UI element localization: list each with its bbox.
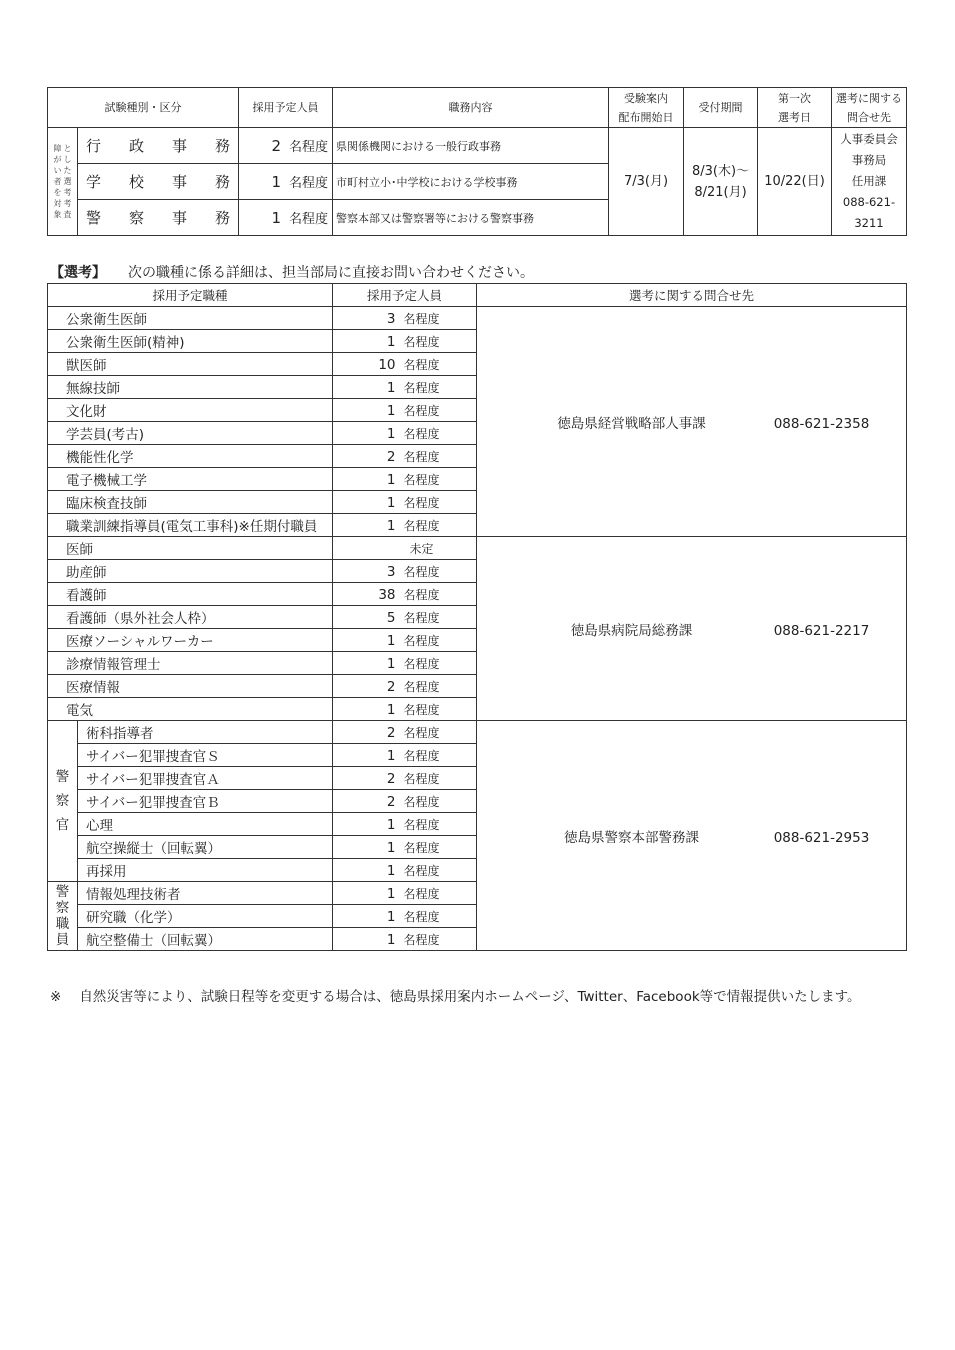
count bbox=[333, 445, 477, 468]
count bbox=[333, 422, 477, 445]
count bbox=[333, 882, 477, 905]
exam-schedule-table bbox=[47, 87, 907, 236]
job-name: 術科指導者 bbox=[78, 721, 333, 744]
job-name: 心理 bbox=[78, 813, 333, 836]
count-unit: 名程度 bbox=[403, 334, 440, 349]
count-num: 10 bbox=[378, 356, 396, 373]
count-num: 2 bbox=[271, 137, 281, 155]
count-num: 1 bbox=[386, 747, 396, 764]
selection-intro: 次の職種に係る詳細は、担当部局に直接お問い合わせください。 bbox=[128, 265, 534, 281]
count-unit: 名程度 bbox=[403, 610, 440, 625]
contact-dept: 徳島県経営戦略部人事課 bbox=[557, 415, 706, 432]
job-name: 航空整備士（回転翼） bbox=[78, 928, 333, 951]
side-label-left: 障がい者を対象 bbox=[53, 144, 62, 219]
header-row bbox=[48, 88, 907, 128]
side-label-right: とした選考考査 bbox=[63, 144, 72, 219]
char: 政 bbox=[128, 137, 144, 155]
header-job: 採用予定職種 bbox=[48, 284, 333, 307]
count-unit: 名程度 bbox=[403, 702, 440, 717]
count bbox=[333, 721, 477, 744]
contact-line: 088-621- bbox=[842, 195, 896, 209]
count-unit: 名程度 bbox=[403, 794, 440, 809]
char: 行 bbox=[86, 137, 102, 155]
job-name: 看護師 bbox=[48, 583, 333, 606]
contact-tel: 088-621-2953 bbox=[773, 829, 870, 846]
count bbox=[333, 629, 477, 652]
dist-date: 7/3(月) bbox=[609, 128, 684, 236]
count-num: 2 bbox=[386, 770, 396, 787]
job-name: サイバー犯罪捜査官Ｓ bbox=[78, 744, 333, 767]
table-row bbox=[48, 307, 907, 330]
count-num: 1 bbox=[386, 839, 396, 856]
job-name: 電気 bbox=[48, 698, 333, 721]
count-num: 1 bbox=[386, 333, 396, 350]
count-unit: 名程度 bbox=[288, 176, 328, 191]
count bbox=[333, 744, 477, 767]
job-name: 電子機械工学 bbox=[48, 468, 333, 491]
count-num: 2 bbox=[386, 678, 396, 695]
note-mark: ※ bbox=[50, 989, 62, 1005]
selection-table bbox=[47, 283, 907, 951]
selection-heading bbox=[50, 262, 534, 282]
job-name bbox=[78, 164, 239, 200]
count-unit: 名程度 bbox=[403, 656, 440, 671]
count bbox=[333, 606, 477, 629]
job-name: 助産師 bbox=[48, 560, 333, 583]
selection-title: 【選考】 bbox=[50, 265, 106, 281]
count-num: 5 bbox=[386, 609, 396, 626]
header-contact bbox=[832, 88, 907, 128]
char: 事 bbox=[171, 137, 187, 155]
job-name bbox=[78, 200, 239, 236]
contact-line: 任用課 bbox=[851, 174, 887, 188]
count-unit: 名程度 bbox=[403, 495, 440, 510]
header-type: 試験種別・区分 bbox=[48, 88, 239, 128]
count-unit: 名程度 bbox=[403, 357, 440, 372]
count bbox=[333, 491, 477, 514]
count-unit: 名程度 bbox=[403, 403, 440, 418]
count-unit: 名程度 bbox=[403, 679, 440, 694]
count-unit: 名程度 bbox=[403, 426, 440, 441]
header-first bbox=[758, 88, 832, 128]
count-unit: 未定 bbox=[409, 541, 434, 556]
count-num: 1 bbox=[386, 402, 396, 419]
job-name: 臨床検査技師 bbox=[48, 491, 333, 514]
job-name: 公衆衛生医師 bbox=[48, 307, 333, 330]
subgroup-label bbox=[48, 882, 78, 951]
count-num: 38 bbox=[378, 586, 396, 603]
count bbox=[333, 698, 477, 721]
job-name: 航空操縦士（回転翼） bbox=[78, 836, 333, 859]
job-name: 研究職（化学） bbox=[78, 905, 333, 928]
count-num: 3 bbox=[386, 563, 396, 580]
count bbox=[333, 353, 477, 376]
count-num: 1 bbox=[386, 701, 396, 718]
count bbox=[333, 675, 477, 698]
footnote bbox=[50, 988, 870, 1007]
header-dist bbox=[609, 88, 684, 128]
job-name: 職業訓練指導員(電気工事科)※任期付職員 bbox=[48, 514, 333, 537]
count bbox=[333, 767, 477, 790]
count-unit: 名程度 bbox=[403, 633, 440, 648]
contact-line: 人事委員会 bbox=[840, 132, 898, 146]
header-count: 採用予定人員 bbox=[239, 88, 333, 128]
count-num: 1 bbox=[386, 862, 396, 879]
job-content: 警察本部又は警察署等における警察事務 bbox=[333, 200, 609, 236]
count-num: 1 bbox=[386, 655, 396, 672]
header-contact-2: 問合せ先 bbox=[847, 110, 891, 124]
contact-dept: 徳島県病院局総務課 bbox=[570, 622, 693, 639]
count-unit: 名程度 bbox=[403, 725, 440, 740]
count bbox=[333, 514, 477, 537]
job-name: 再採用 bbox=[78, 859, 333, 882]
job-name: 医師 bbox=[48, 537, 333, 560]
count-num: 2 bbox=[386, 724, 396, 741]
count-unit: 名程度 bbox=[403, 380, 440, 395]
contact-tel: 088-621-2217 bbox=[773, 622, 870, 639]
subgroup-label-text: 警察職員 bbox=[55, 884, 70, 948]
contact-line: 事務局 bbox=[851, 153, 887, 167]
count bbox=[333, 399, 477, 422]
job-name: 情報処理技術者 bbox=[78, 882, 333, 905]
char: 事 bbox=[171, 173, 187, 191]
header-content: 職務内容 bbox=[333, 88, 609, 128]
header-period: 受付期間 bbox=[684, 88, 758, 128]
char: 事 bbox=[171, 209, 187, 227]
count-num: 2 bbox=[386, 448, 396, 465]
char: 務 bbox=[214, 173, 230, 191]
count bbox=[333, 307, 477, 330]
char: 務 bbox=[214, 137, 230, 155]
count bbox=[333, 560, 477, 583]
count-unit: 名程度 bbox=[403, 909, 440, 924]
count bbox=[333, 376, 477, 399]
count bbox=[333, 537, 477, 560]
table-row bbox=[48, 721, 907, 744]
job-name: 無線技師 bbox=[48, 376, 333, 399]
count-num: 1 bbox=[386, 632, 396, 649]
count-num: 3 bbox=[386, 310, 396, 327]
first-date: 10/22(日) bbox=[758, 128, 832, 236]
table-row bbox=[48, 537, 907, 560]
count-unit: 名程度 bbox=[403, 932, 440, 947]
job-content: 県関係機関における一般行政事務 bbox=[333, 128, 609, 164]
count-num: 1 bbox=[386, 471, 396, 488]
count-num: 1 bbox=[271, 173, 281, 191]
job-name: 機能性化学 bbox=[48, 445, 333, 468]
contact-cell bbox=[477, 537, 907, 721]
job-name: 公衆衛生医師(精神) bbox=[48, 330, 333, 353]
count-num: 1 bbox=[386, 908, 396, 925]
contact bbox=[832, 128, 907, 236]
job-name: サイバー犯罪捜査官Ｂ bbox=[78, 790, 333, 813]
contact-line: 3211 bbox=[854, 216, 884, 230]
count bbox=[333, 468, 477, 491]
count-num: 1 bbox=[386, 494, 396, 511]
count-unit: 名程度 bbox=[288, 140, 328, 155]
count bbox=[333, 790, 477, 813]
header-first-1: 第一次 bbox=[778, 91, 811, 105]
count-num: 1 bbox=[386, 379, 396, 396]
contact-cell bbox=[477, 721, 907, 951]
count bbox=[239, 164, 333, 200]
job-name bbox=[78, 128, 239, 164]
note-text: 自然災害等により、試験日程等を変更する場合は、徳島県採用案内ホームページ、Twitter、Facebook等で情報提供いたします。 bbox=[79, 989, 861, 1005]
count-unit: 名程度 bbox=[403, 449, 440, 464]
count bbox=[333, 836, 477, 859]
count bbox=[333, 652, 477, 675]
header-contact-1: 選考に関する bbox=[836, 91, 902, 105]
count-num: 1 bbox=[386, 816, 396, 833]
count-num: 2 bbox=[386, 793, 396, 810]
subgroup-label-text: 警察官 bbox=[55, 769, 70, 833]
period-end: 8/21(月) bbox=[694, 184, 747, 200]
count-unit: 名程度 bbox=[403, 863, 440, 878]
count-unit: 名程度 bbox=[403, 748, 440, 763]
count bbox=[333, 859, 477, 882]
contact-tel: 088-621-2358 bbox=[773, 415, 870, 432]
count-num: 1 bbox=[386, 885, 396, 902]
count-unit: 名程度 bbox=[403, 472, 440, 487]
char: 警 bbox=[86, 209, 102, 227]
header-count: 採用予定人員 bbox=[333, 284, 477, 307]
contact-cell bbox=[477, 307, 907, 537]
header-contact: 選考に関する問合せ先 bbox=[477, 284, 907, 307]
job-name: 学芸員(考古) bbox=[48, 422, 333, 445]
count bbox=[239, 200, 333, 236]
table-row bbox=[48, 128, 907, 164]
header-dist-2: 配布開始日 bbox=[618, 110, 674, 124]
count-unit: 名程度 bbox=[403, 311, 440, 326]
char: 務 bbox=[214, 209, 230, 227]
contact-dept: 徳島県警察本部警務課 bbox=[564, 829, 700, 846]
count-num: 1 bbox=[271, 209, 281, 227]
count bbox=[333, 330, 477, 353]
job-name: サイバー犯罪捜査官Ａ bbox=[78, 767, 333, 790]
count bbox=[239, 128, 333, 164]
count-unit: 名程度 bbox=[403, 840, 440, 855]
count-num: 1 bbox=[386, 931, 396, 948]
count bbox=[333, 905, 477, 928]
count-num: 1 bbox=[386, 425, 396, 442]
count-unit: 名程度 bbox=[288, 212, 328, 227]
job-name: 獣医師 bbox=[48, 353, 333, 376]
header-row bbox=[48, 284, 907, 307]
count-unit: 名程度 bbox=[403, 587, 440, 602]
job-name: 医療情報 bbox=[48, 675, 333, 698]
job-name: 診療情報管理士 bbox=[48, 652, 333, 675]
count-unit: 名程度 bbox=[403, 518, 440, 533]
subgroup-label bbox=[48, 721, 78, 882]
count-num: 1 bbox=[386, 517, 396, 534]
job-name: 看護師（県外社会人枠） bbox=[48, 606, 333, 629]
char: 学 bbox=[86, 173, 102, 191]
count bbox=[333, 928, 477, 951]
char: 察 bbox=[128, 209, 144, 227]
count bbox=[333, 583, 477, 606]
job-name: 文化財 bbox=[48, 399, 333, 422]
header-dist-1: 受験案内 bbox=[624, 91, 668, 105]
header-first-2: 選考日 bbox=[778, 110, 811, 124]
char: 校 bbox=[128, 173, 144, 191]
side-label bbox=[48, 128, 78, 236]
count-unit: 名程度 bbox=[403, 817, 440, 832]
period-start: 8/3(木)～ bbox=[691, 163, 750, 179]
period bbox=[684, 128, 758, 236]
count-unit: 名程度 bbox=[403, 564, 440, 579]
count bbox=[333, 813, 477, 836]
job-content: 市町村立小･中学校における学校事務 bbox=[333, 164, 609, 200]
count-unit: 名程度 bbox=[403, 886, 440, 901]
count-unit: 名程度 bbox=[403, 771, 440, 786]
job-name: 医療ソーシャルワーカー bbox=[48, 629, 333, 652]
